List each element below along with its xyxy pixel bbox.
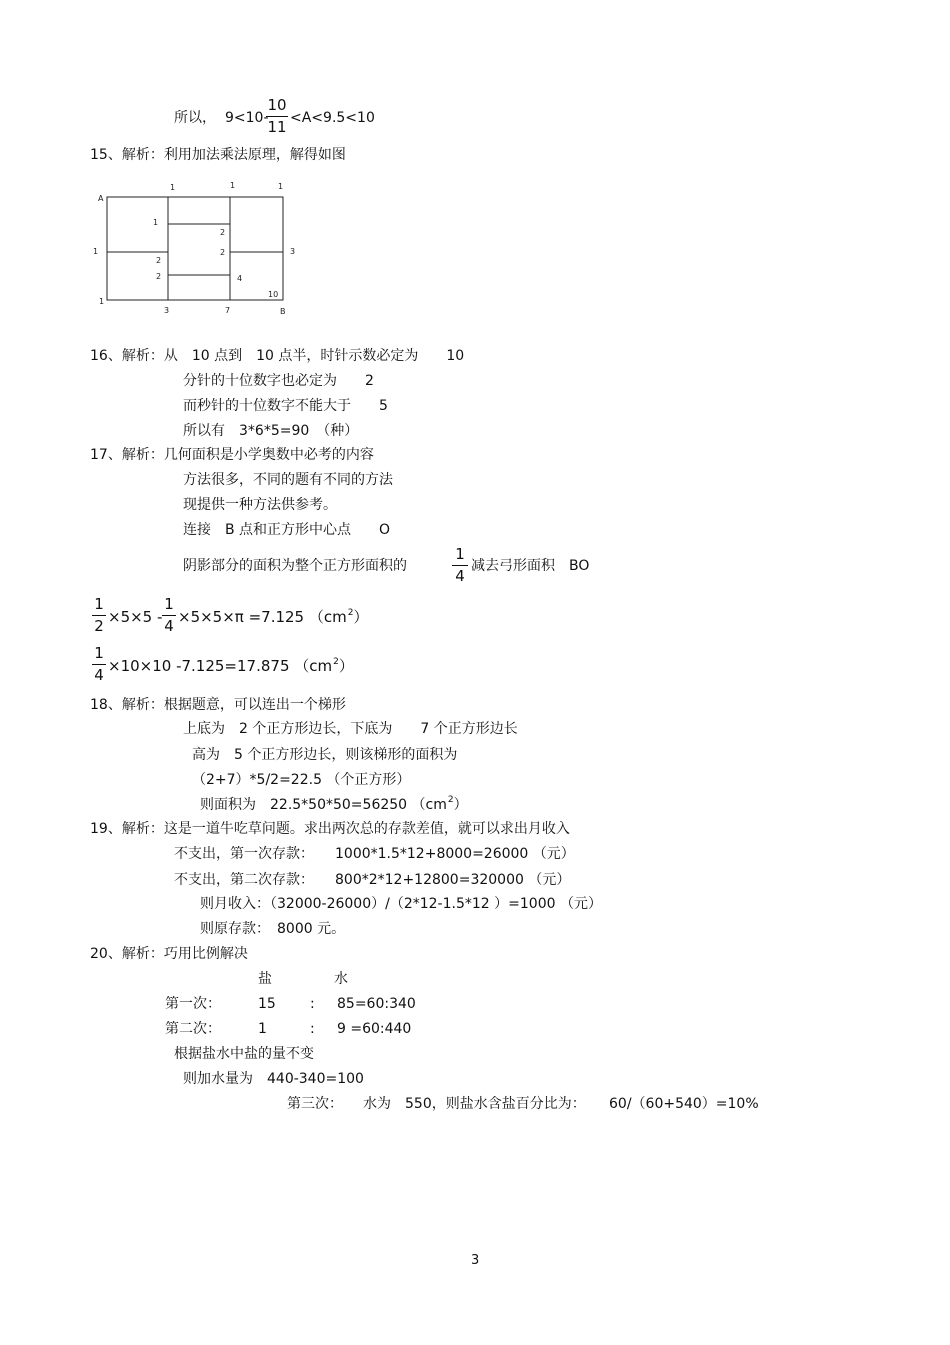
p17-f2-frac — [92, 646, 106, 683]
p17-line3: 连接 B 点和正方形中心点 O — [183, 522, 391, 538]
p20-row2-label: 第二次： — [165, 1021, 221, 1037]
p14-prefix: 所以， — [174, 110, 216, 126]
grid-label-b: B — [280, 307, 286, 316]
grid-top-1: 1 — [170, 183, 176, 192]
p20-line5-result: 60/（60+540）=10% — [609, 1096, 759, 1112]
p19-line1: 不支出，第一次存款： 1000*1.5*12+8000=26000 （元） — [174, 846, 575, 862]
p19-line2: 不支出，第二次存款： 800*2*12+12800=320000 （元） — [174, 872, 571, 888]
p20-line5-label: 第三次： — [287, 1096, 343, 1112]
grid-inner-6: 4 — [237, 274, 243, 283]
p20-line3: 根据盐水中盐的量不变 — [174, 1046, 314, 1062]
p20-col-salt: 盐 — [258, 971, 272, 987]
p14-left: 9<10- — [225, 110, 269, 126]
p20-row1-label: 第一次： — [165, 996, 221, 1012]
grid-inner-3: 2 — [220, 248, 226, 257]
p16-heading: 16、解析：从 10 点到 10 点半，时针示数必定为 10 — [90, 348, 465, 364]
p17-line4a: 阴影部分的面积为整个正方形面积的 — [183, 558, 407, 574]
p17-f1-num2: 1 — [164, 595, 174, 613]
p17-quarter-fraction — [452, 547, 468, 584]
grid-left-1: 1 — [93, 247, 99, 256]
p17-f1-den2: 4 — [164, 617, 174, 635]
p17-line4b: 减去弓形面积 BO — [471, 558, 590, 574]
p18-sup: 2 — [447, 795, 454, 805]
grid-top-2: 1 — [230, 181, 236, 190]
p14-frac-den: 11 — [267, 118, 287, 136]
p17-f1-frac2 — [162, 597, 176, 634]
p17-f1-sup: 2 — [347, 608, 354, 618]
p17-f1-den1: 2 — [94, 617, 104, 635]
p17-heading: 17、解析：几何面积是小学奥数中必考的内容 — [90, 447, 374, 463]
grid-inner-4: 2 — [156, 256, 162, 265]
p17-f2-den: 4 — [94, 666, 104, 684]
grid-inner-8: 10 — [268, 290, 279, 299]
p17-line2: 现提供一种方法供参考。 — [183, 497, 337, 513]
p20-col-water: 水 — [334, 971, 348, 987]
p17-f2-tail-text: ×10×10 -7.125=17.875 （cm — [108, 657, 333, 675]
p17-f1-frac1 — [92, 597, 106, 634]
p18-heading: 18、解析：根据题意，可以连出一个梯形 — [90, 697, 346, 713]
grid-inner-5: 2 — [156, 272, 162, 281]
p20-row1-rest: 85=60:340 — [337, 996, 416, 1012]
p18-line3: （2+7）*5/2=22.5 （个正方形） — [192, 772, 411, 788]
p17-f1-num1: 1 — [94, 595, 104, 613]
p20-line4: 则加水量为 440-340=100 — [183, 1071, 364, 1087]
p14-frac-num: 10 — [267, 96, 287, 114]
p17-quarter-den: 4 — [455, 567, 465, 585]
p14-right: <A<9.5<10 — [290, 110, 375, 126]
p15-grid-diagram — [88, 180, 308, 320]
p17-f1-tail-text: ×5×5×π =7.125 （cm — [178, 608, 347, 626]
grid-label-a: A — [98, 194, 104, 203]
grid-inner-7: 3 — [290, 247, 296, 256]
p16-line2: 而秒针的十位数字不能大于 5 — [183, 398, 388, 414]
p18-line4-text: 则面积为 22.5*50*50=56250 （cm — [200, 797, 447, 813]
p20-row2-rest: 9 =60:440 — [337, 1021, 412, 1037]
p19-line4: 则原存款： 8000 元。 — [200, 921, 346, 937]
p17-f2-num: 1 — [94, 644, 104, 662]
p19-heading: 19、解析：这是一道牛吃草问题。求出两次总的存款差值，就可以求出月收入 — [90, 821, 570, 837]
p16-line1: 分针的十位数字也必定为 2 — [183, 373, 374, 389]
p18-line2: 高为 5 个正方形边长，则该梯形的面积为 — [192, 747, 458, 763]
p18-line1: 上底为 2 个正方形边长，下底为 7 个正方形边长 — [183, 721, 518, 737]
grid-inner-2: 2 — [220, 228, 226, 237]
p16-line3: 所以有 3*6*5=90 （种） — [183, 423, 359, 439]
grid-bottom-1: 3 — [164, 306, 170, 315]
p17-line1: 方法很多，不同的题有不同的方法 — [183, 472, 393, 488]
p17-f1-close: ） — [353, 608, 369, 626]
grid-top-3: 1 — [278, 182, 284, 191]
grid-outer — [107, 197, 283, 300]
p20-row2-salt: 1 — [258, 1021, 267, 1037]
p18-close: ） — [453, 797, 468, 813]
p20-heading: 20、解析：巧用比例解决 — [90, 946, 248, 962]
grid-inner-1: 1 — [153, 218, 159, 227]
p18-line4 — [200, 795, 468, 813]
p19-line3: 则月收入：（32000-26000）/（2*12-1.5*12 ）=1000 （元） — [200, 896, 602, 912]
p20-line5-body: 水为 550，则盐水含盐百分比为： — [363, 1096, 586, 1112]
p15-heading: 15、解析：利用加法乘法原理，解得如图 — [90, 147, 346, 163]
p17-f1-mid: ×5×5 - — [108, 608, 163, 626]
p17-f2-tail — [108, 659, 354, 674]
grid-bottom-2: 7 — [225, 306, 231, 315]
p20-row1-salt: 15 — [258, 996, 276, 1012]
p17-f2-close: ） — [338, 657, 354, 675]
p20-row1-colon: : — [310, 996, 315, 1012]
p17-f2-sup: 2 — [333, 657, 339, 667]
grid-left-2: 1 — [99, 297, 105, 306]
p17-quarter-num: 1 — [455, 545, 465, 563]
p14-fraction — [266, 98, 288, 135]
p20-row2-colon: : — [310, 1021, 315, 1037]
p17-f1-tail — [178, 610, 368, 625]
page-number: 3 — [471, 1253, 480, 1268]
